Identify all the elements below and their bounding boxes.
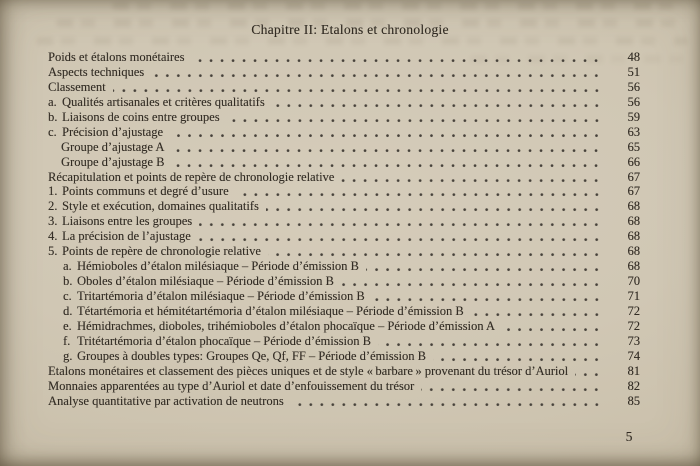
toc-entry-page-number: 68 <box>627 229 640 244</box>
toc-entry-label: c. <box>48 124 57 139</box>
toc-entry-page-number: 68 <box>627 199 640 214</box>
page-folio-number: 5 <box>625 429 633 444</box>
dot-leader <box>366 259 602 274</box>
toc-entry-page-number: 70 <box>627 274 640 289</box>
toc-entry-title: Aspects techniques <box>48 64 145 79</box>
toc-entry <box>48 50 640 65</box>
toc-entry <box>48 155 640 170</box>
toc-entry-title: Liaisons de coins entre groupes <box>62 109 220 124</box>
toc-entry-page-number: 59 <box>627 109 640 124</box>
dot-leader <box>266 199 602 214</box>
toc-entry-label: g. <box>63 348 73 363</box>
toc-entry-page-number: 56 <box>627 79 640 94</box>
toc-entry-label: 1. <box>48 184 58 199</box>
toc-entry <box>48 289 640 304</box>
toc-entry-page-number: 66 <box>627 154 640 169</box>
toc-entry-page-number: 48 <box>627 50 640 64</box>
toc-entry-page-number: 67 <box>627 184 640 199</box>
dot-leader <box>575 364 602 379</box>
toc-entry <box>48 319 640 334</box>
toc-entry-title: Analyse quantitative par activation de neutrons <box>48 393 284 408</box>
dot-leader <box>191 50 602 65</box>
toc-entry-label: a. <box>63 259 72 274</box>
toc-entry-title: La précision de l’ajustage <box>62 229 191 244</box>
dot-leader <box>291 394 602 409</box>
toc-entry-title: Classement <box>48 79 106 94</box>
toc-entry <box>48 170 640 185</box>
toc-entry-title: Tritartémoria d’étalon milésiaque – Période d’émission B <box>77 289 365 303</box>
toc-entry-title: Tritétartémoria d’étalon phocaïque – Période d’émission B <box>77 333 371 348</box>
toc-entry-page-number: 85 <box>627 393 640 408</box>
toc-entry-label: a. <box>48 94 57 109</box>
toc-entry <box>48 80 640 95</box>
toc-entry-title: Groupe d’ajustage A <box>61 139 165 154</box>
toc-entry-title: Groupe d’ajustage B <box>61 154 165 169</box>
toc-entry-page-number: 72 <box>627 318 640 333</box>
toc-entry <box>48 184 640 199</box>
toc-entry <box>48 364 640 379</box>
toc-entry-page-number: 82 <box>627 378 640 393</box>
dot-leader <box>227 110 602 125</box>
toc-entry-page-number: 68 <box>627 259 640 274</box>
toc-entry-label: d. <box>63 303 73 318</box>
toc-entry <box>48 274 640 289</box>
toc-entry <box>48 379 640 394</box>
toc-entry-page-number: 63 <box>627 124 640 139</box>
toc-entry-title: Qualités artisanales et critères qualitatifs <box>62 94 265 109</box>
toc-entry <box>48 304 640 319</box>
dot-leader <box>171 155 602 170</box>
bleedthrough-ghost-line <box>112 2 682 10</box>
toc-entry-page-number: 72 <box>627 303 640 318</box>
toc-entry-page-number: 71 <box>627 289 640 303</box>
toc-entry-title: Monnaies apparentées au type d’Auriol et date d’enfouissement du trésor <box>48 378 415 393</box>
toc-entry <box>48 214 640 229</box>
dot-leader <box>433 349 602 364</box>
dot-leader <box>113 80 602 95</box>
toc-entry <box>48 229 640 244</box>
toc-entry-title: Style et exécution, domaines qualitatifs <box>62 199 259 214</box>
table-of-contents <box>48 50 640 409</box>
toc-entry-title: Etalons monétaires et classement des pièces uniques et de style « barbare » provenant du trésor d’Auriol <box>48 363 569 378</box>
dot-leader <box>268 244 602 259</box>
toc-entry <box>48 125 640 140</box>
toc-entry-title: Poids et étalons monétaires <box>48 50 185 64</box>
dot-leader <box>421 379 602 394</box>
toc-entry-label: c. <box>63 289 72 303</box>
toc-entry <box>48 65 640 80</box>
toc-entry-label: 3. <box>48 214 58 229</box>
toc-entry-page-number: 56 <box>627 94 640 109</box>
toc-entry <box>48 394 640 409</box>
toc-entry-title: Récapitulation et points de repère de chronologie relative <box>48 169 335 184</box>
dot-leader <box>502 319 602 334</box>
toc-entry-title: Groupes à doubles types: Groupes Qe, Qf, FF – Période d’émission B <box>77 348 426 363</box>
toc-entry <box>48 140 640 155</box>
dot-leader <box>372 289 602 304</box>
dot-leader <box>198 229 602 244</box>
toc-entry-page-number: 65 <box>627 139 640 154</box>
toc-entry-label: f. <box>63 333 71 348</box>
toc-entry <box>48 199 640 214</box>
toc-entry-title: Points communs et degré d’usure <box>62 184 229 199</box>
toc-entry-label: 5. <box>48 244 58 259</box>
toc-entry-title: Oboles d’étalon milésiaque – Période d’émission B <box>77 274 334 289</box>
toc-entry <box>48 334 640 349</box>
toc-entry-title: Tétartémoria et hémitétartémoria d’étalon milésiaque – Période d’émission B <box>77 303 464 318</box>
dot-leader <box>199 214 602 229</box>
dot-leader <box>378 334 602 349</box>
toc-entry-label: b. <box>48 109 58 124</box>
toc-entry-label: 2. <box>48 199 58 214</box>
toc-entry <box>48 95 640 110</box>
toc-entry-page-number: 74 <box>627 348 640 363</box>
dot-leader <box>170 125 602 140</box>
toc-entry-page-number: 81 <box>627 363 640 378</box>
toc-entry-title: Points de repère de chronologie relative <box>62 244 261 259</box>
toc-entry <box>48 110 640 125</box>
toc-entry-label: e. <box>63 318 72 333</box>
dot-leader <box>272 95 602 110</box>
toc-entry-page-number: 73 <box>627 333 640 348</box>
toc-entry-page-number: 51 <box>627 64 640 79</box>
toc-entry-page-number: 67 <box>627 169 640 184</box>
toc-entry-title: Précision d’ajustage <box>62 124 164 139</box>
toc-entry <box>48 244 640 259</box>
bleedthrough-ghost-line <box>36 37 688 45</box>
dot-leader <box>151 65 602 80</box>
dot-leader <box>341 170 602 185</box>
toc-entry <box>48 259 640 274</box>
toc-entry-label: 4. <box>48 229 58 244</box>
dot-leader <box>471 304 602 319</box>
dot-leader <box>171 140 602 155</box>
dot-leader <box>236 184 602 199</box>
toc-entry-title: Hémioboles d’étalon milésiaque – Période d’émission B <box>77 259 359 274</box>
chapter-heading: Chapitre II: Etalons et chronologie <box>251 22 449 37</box>
toc-entry-page-number: 68 <box>627 244 640 259</box>
toc-entry-label: b. <box>63 274 73 289</box>
toc-entry-page-number: 68 <box>627 214 640 229</box>
toc-entry-title: Hémidrachmes, dioboles, trihémioboles d’étalon phocaïque – Période d’émission A <box>77 318 495 333</box>
toc-entry <box>48 349 640 364</box>
toc-entry-title: Liaisons entre les groupes <box>62 214 193 229</box>
dot-leader <box>341 274 602 289</box>
